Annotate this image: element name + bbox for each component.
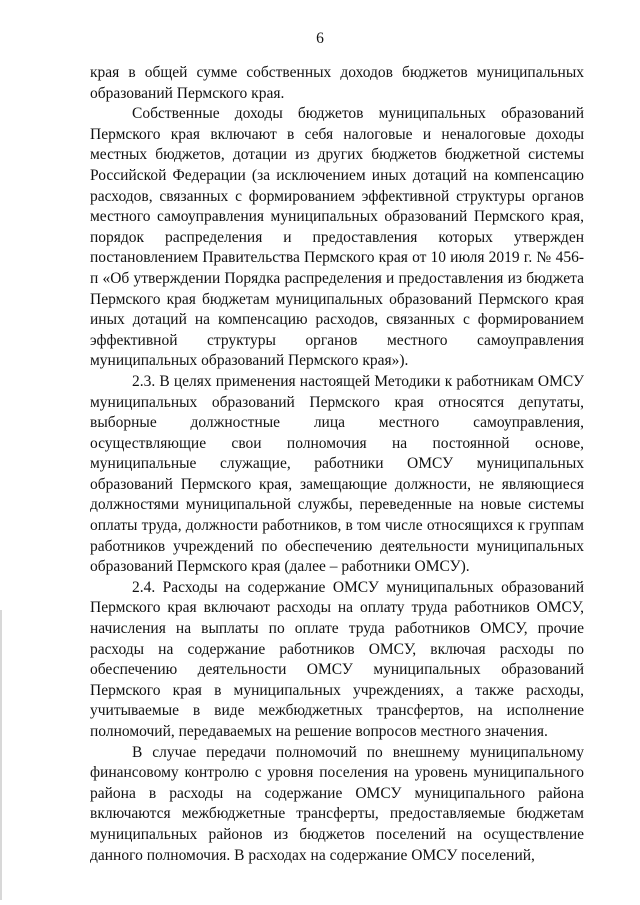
page-number: 6	[316, 30, 324, 47]
paragraph-own-revenues: Собственные доходы бюджетов муниципальных образований Пермского края включают в себя налоговые и неналоговые доходы местных бюджетов, дотации из других бюджетов бюджетной системы Российской Федерации (за исключением иных дотаций на компенсацию расходов, связанных с формированием эффективной структуры органов местного самоуправления муниципальных образований Пермского края, порядок распределения и предоставления которых утвержден постановлением Правительства Пермского края от 10 июля 2019 г. № 456-п «Об утверждении Порядка распределения и предоставления из бюджета Пермского края бюджетам муниципальных образований Пермского края иных дотаций на компенсацию расходов, связанных с формированием эффективной структуры органов местного самоуправления муниципальных образований Пермского края»).	[90, 105, 584, 370]
paragraph-continuation: края в общей сумме собственных доходов бюджетов муниципальных образований Пермского края.	[90, 64, 584, 102]
scan-edge-line	[0, 610, 2, 900]
page-body	[90, 63, 584, 866]
paragraph-powers-transfer: В случае передачи полномочий по внешнему муниципальному финансовому контролю с уровня поселения на уровень муниципального района в расходы на содержание ОМСУ муниципального района включаются межбюджетные трансферты, предоставляемые бюджетам муниципальных районов из бюджетов поселений на осуществление данного полномочия. В расходах на содержание ОМСУ поселений,	[90, 743, 584, 864]
paragraph-2-4: 2.4. Расходы на содержание ОМСУ муниципальных образований Пермского края включают расходы на оплату труда работников ОМСУ, начисления на выплаты по оплате труда работников ОМСУ, прочие расходы на содержание работников ОМСУ, включая расходы по обеспечению деятельности ОМСУ муниципальных образований Пермского края в муниципальных учреждениях, а также расходы, учитываемые в виде межбюджетных трансфертов, на исполнение полномочий, передаваемых на решение вопросов местного значения.	[90, 578, 584, 740]
paragraph-2-3: 2.3. В целях применения настоящей Методики к работникам ОМСУ муниципальных образований Пермского края относятся депутаты, выборные должностные лица местного самоуправления, осуществляющие свои полномочия на постоянной основе, муниципальные служащие, работники ОМСУ муниципальных образований Пермского края, замещающие должности, не являющиеся должностями муниципальной службы, переведенные на новые системы оплаты труда, должности работников, в том числе относящихся к группам работников учреждений по обеспечению деятельности муниципальных образований Пермского края (далее – работники ОМСУ).	[90, 372, 584, 576]
